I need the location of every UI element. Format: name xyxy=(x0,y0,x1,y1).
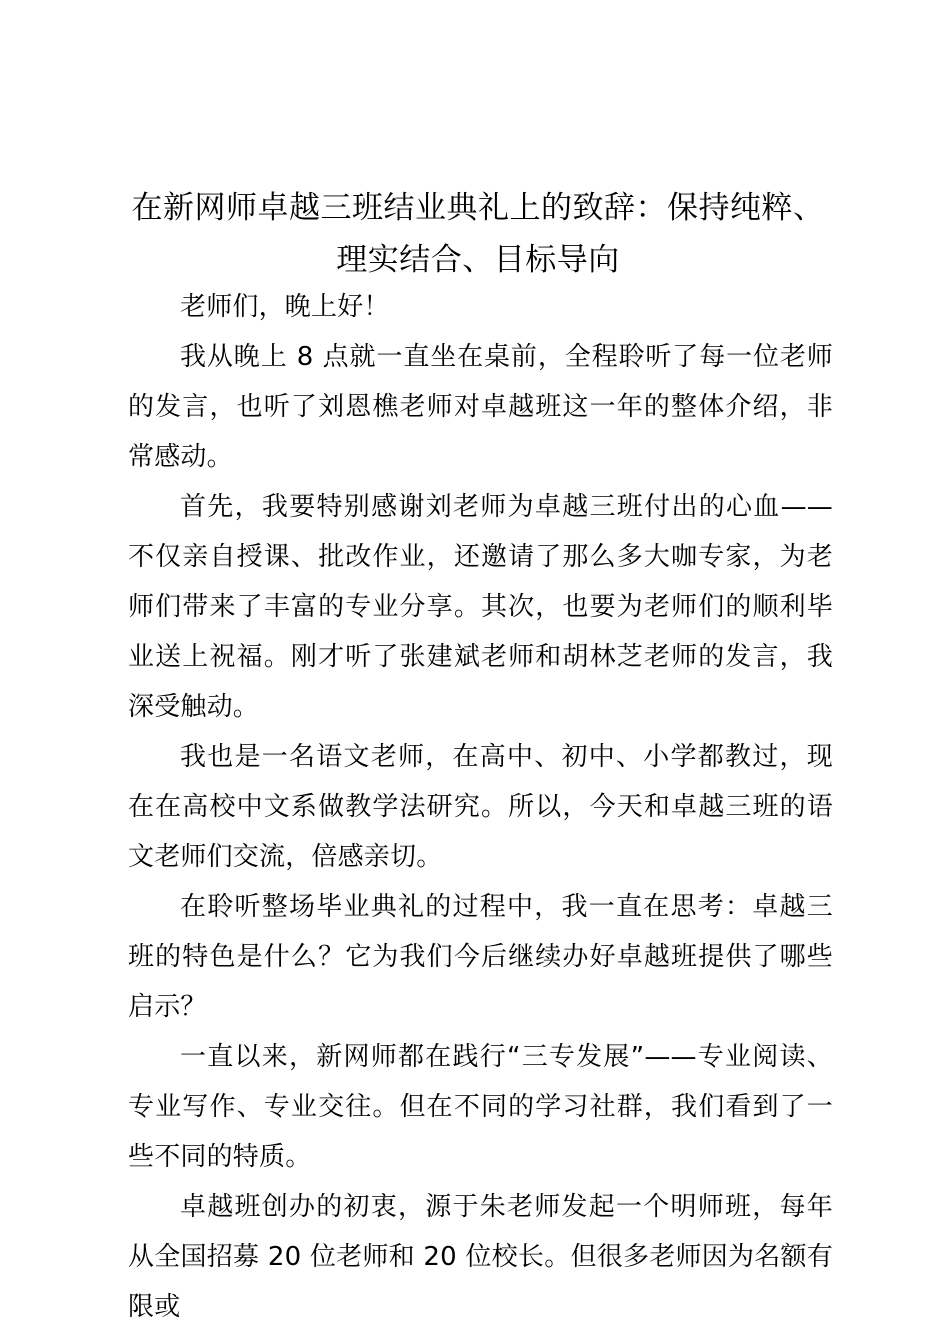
paragraph: 首先，我要特别感谢刘老师为卓越三班付出的心血——不仅亲自授课、批改作业，还邀请了那么多大咖专家，为老师们带来了丰富的专业分享。其次，也要为老师们的顺利毕业送上祝福。刚才听了张建斌老师和胡林芝老师的发言，我深受触动。 xyxy=(128,492,833,722)
paragraph: 卓越班创办的初衷，源于朱老师发起一个明师班，每年从全国招募 20 位老师和 20 位校长。但很多老师因为名额有限或 xyxy=(128,1192,833,1322)
paragraph: 我从晚上 8 点就一直坐在桌前，全程聆听了每一位老师的发言，也听了刘恩樵老师对卓越班这一年的整体介绍，非常感动。 xyxy=(128,342,833,472)
paragraph: 一直以来，新网师都在践行“三专发展”——专业阅读、专业写作、专业交往。但在不同的学习社群，我们看到了一些不同的特质。 xyxy=(128,1042,833,1172)
document-body xyxy=(128,282,833,1332)
paragraph: 在聆听整场毕业典礼的过程中，我一直在思考：卓越三班的特色是什么？它为我们今后继续办好卓越班提供了哪些启示？ xyxy=(128,892,833,1022)
document-title: 在新网师卓越三班结业典礼上的致辞：保持纯粹、理实结合、目标导向 xyxy=(131,190,825,278)
paragraph: 我也是一名语文老师，在高中、初中、小学都教过，现在在高校中文系做教学法研究。所以，今天和卓越三班的语文老师们交流，倍感亲切。 xyxy=(128,742,833,872)
paragraph-greeting: 老师们，晚上好！ xyxy=(180,292,390,322)
